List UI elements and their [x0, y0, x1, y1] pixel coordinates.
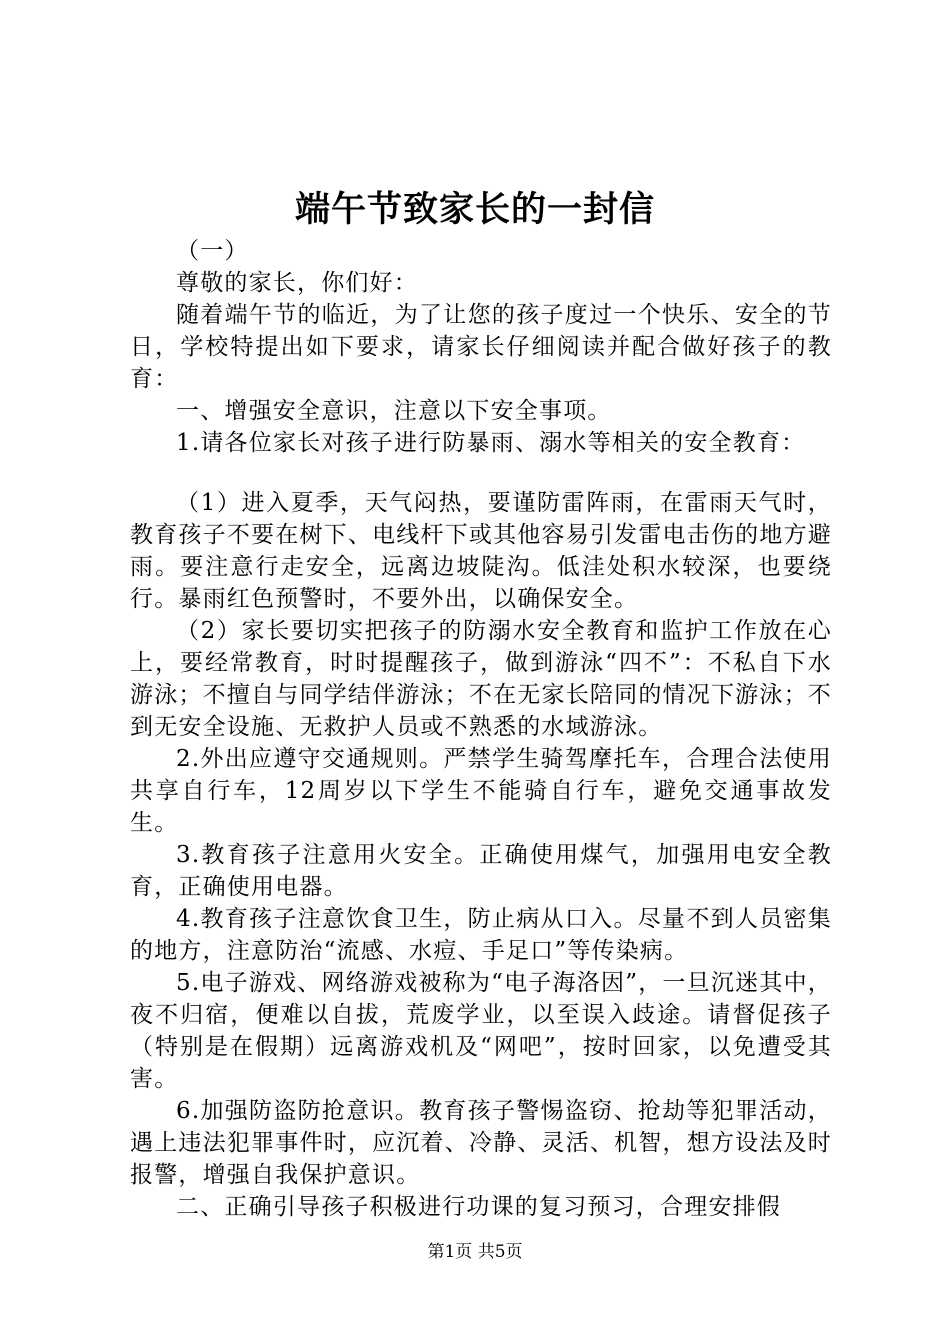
item-4-paragraph: 4.教育孩子注意饮食卫生，防止病从口入。尽量不到人员密集的地方，注意防治“流感、水痘、手足口”等传染病。: [130, 906, 832, 964]
letter-body: [130, 235, 832, 1223]
item-6-paragraph: 6.加强防盗防抢意识。教育孩子警惕盗窃、抢劫等犯罪活动，遇上违法犯罪事件时，应沉着、冷静、灵活、机智，想方设法及时报警，增强自我保护意识。: [130, 1098, 832, 1188]
page-footer: 第1页 共5页: [427, 1242, 523, 1262]
item-3-paragraph: 3.教育孩子注意用火安全。正确使用煤气，加强用电安全教育，正确使用电器。: [130, 842, 832, 900]
document-title: 端午节致家长的一封信: [294, 189, 655, 230]
item-2-paragraph: 2.外出应遵守交通规则。严禁学生骑驾摩托车，合理合法使用共享自行车，12周岁以下学生不能骑自行车，避免交通事故发生。: [130, 746, 832, 836]
item-1-paragraph: 1.请各位家长对孩子进行防暴雨、溺水等相关的安全教育：: [176, 430, 806, 456]
item-5-paragraph: 5.电子游戏、网络游戏被称为“电子海洛因”，一旦沉迷其中，夜不归宿，便难以自拔，荒废学业，以至误入歧途。请督促孩子（特别是在假期）远离游戏机及“网吧”，按时回家，以免遭受其害。: [130, 970, 832, 1092]
intro-paragraph: 随着端午节的临近，为了让您的孩子度过一个快乐、安全的节日，学校特提出如下要求，请家长仔细阅读并配合做好孩子的教育：: [130, 302, 832, 392]
heading-homework-guidance: 二、正确引导孩子积极进行功课的复习预习，合理安排假: [176, 1194, 781, 1220]
heading-safety-awareness: 一、增强安全意识，注意以下安全事项。: [176, 398, 612, 424]
section-marker: （一）: [176, 238, 249, 264]
item-1-sub-2-paragraph: （2）家长要切实把孩子的防溺水安全教育和监护工作放在心上，要经常教育，时时提醒孩子，做到游泳“四不”：不私自下水游泳；不擅自与同学结伴游泳；不在无家长陪同的情况下游泳；不到无安全设施、无救护人员或不熟悉的水域游泳。: [130, 618, 832, 740]
salutation: 尊敬的家长，你们好：: [176, 270, 418, 296]
item-1-sub-1-paragraph: （1）进入夏季，天气闷热，要谨防雷阵雨，在雷雨天气时，教育孩子不要在树下、电线杆下或其他容易引发雷电击伤的地方避雨。要注意行走安全，远离边坡陡沟。低洼处积水较深，也要绕行。暴雨红色预警时，不要外出，以确保安全。: [130, 490, 832, 612]
